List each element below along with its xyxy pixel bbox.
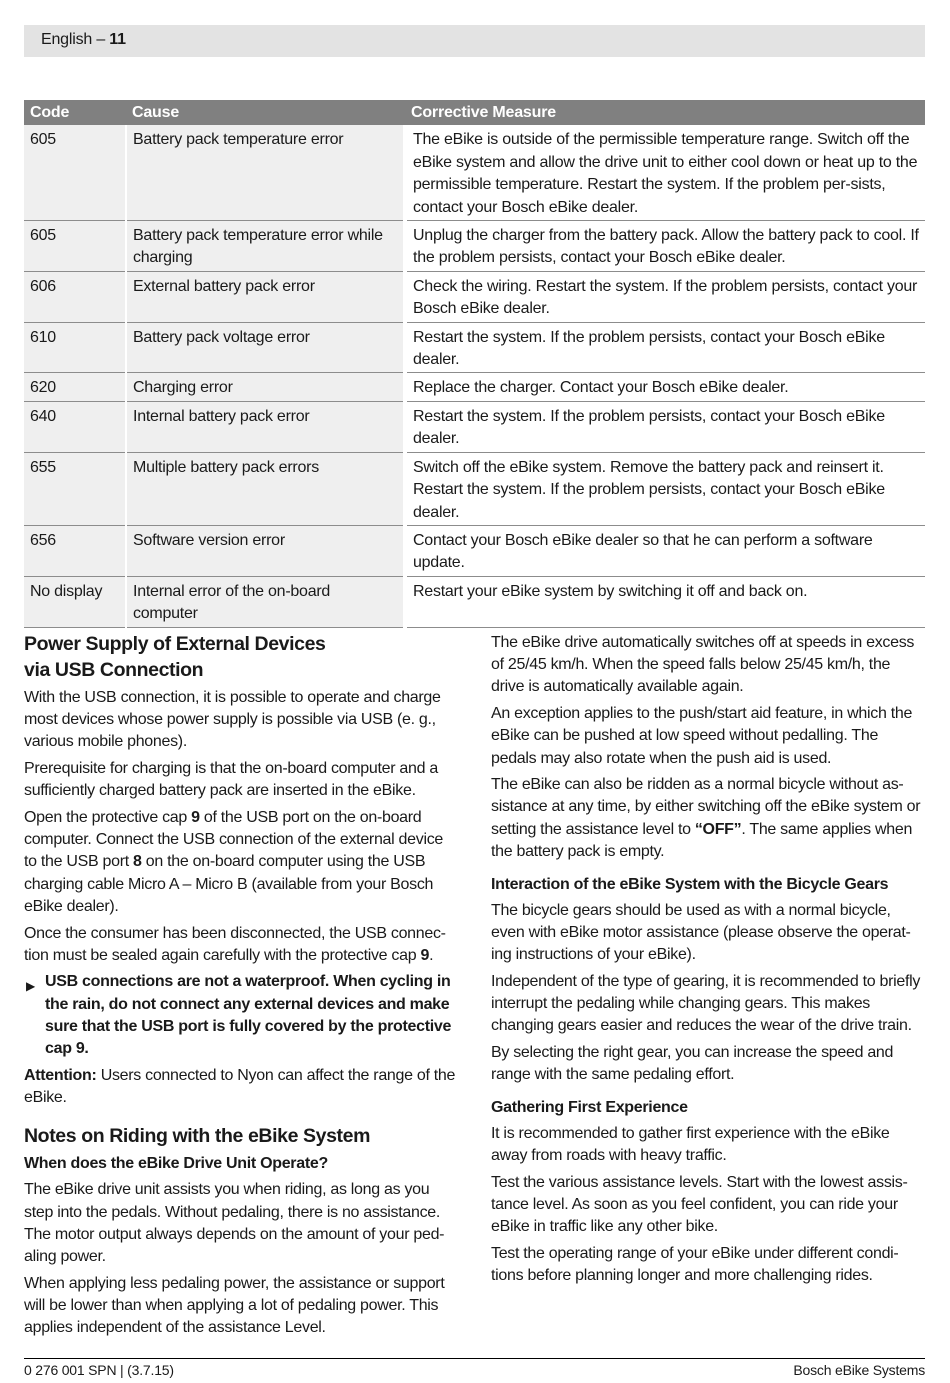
text-run: Once the consumer has been disconnected, the USB connec-tion must be sealed again carefully with the protective cap — [24, 924, 446, 964]
footer-doc-number: 0 276 001 SPN | (3.7.15) — [24, 1362, 174, 1378]
table-header-row — [24, 100, 925, 125]
section-heading-riding: Notes on Riding with the eBike System — [24, 1124, 371, 1147]
cell-code: 606 — [24, 271, 126, 322]
header-page-number: 11 — [109, 31, 126, 48]
cell-code: 605 — [24, 125, 126, 220]
cell-code: 656 — [24, 525, 126, 576]
text-run: of the USB port on the on-board computer. Connect the USB connection of the external device to the USB port — [24, 809, 444, 871]
cell-measure: Unplug the charger from the battery pack. Allow the battery pack to cool. If the problem persists, contact your Bosch eBike dealer. — [405, 221, 925, 272]
attention-note — [24, 1065, 456, 1109]
header-dash: – — [92, 31, 110, 48]
col-header-code: Code — [24, 100, 126, 125]
cell-code: No display — [24, 576, 126, 627]
cell-measure: The eBike is outside of the permissible temperature range. Switch off the eBike system and allow the drive unit to either cool down or heat up to the permissible temperature. Restart the system. If the problem per-sists, contact your Bosch eBike dealer. — [405, 125, 925, 220]
cell-cause: Battery pack voltage error — [126, 322, 405, 373]
attention-text: Users connected to Nyon can affect the range of the eBike. — [24, 1066, 456, 1106]
cell-cause: Charging error — [126, 373, 405, 401]
page-header-text — [41, 31, 126, 49]
text-run: on the on-board computer using the USB charging cable Micro A – Micro B (available from your Bosch eBike dealer). — [24, 853, 434, 915]
cell-measure: Contact your Bosch eBike dealer so that he can perform a software update. — [405, 525, 925, 576]
footer-brand: Bosch eBike Systems — [793, 1362, 925, 1378]
cell-measure: Check the wiring. Restart the system. If the problem persists, contact your Bosch eBike dealer. — [405, 271, 925, 322]
paragraph: Test the operating range of your eBike under different condi-tions before planning longer and more challenging rides. — [491, 1245, 899, 1285]
text-run: . The same applies when the battery pack is empty. — [491, 820, 913, 860]
cell-code: 610 — [24, 322, 126, 373]
safety-warning — [24, 971, 456, 1060]
cell-cause: Multiple battery pack errors — [126, 452, 405, 525]
section-heading-usb — [24, 632, 456, 683]
paragraph: Test the various assistance levels. Start with the lowest assis-tance level. As soon as you feel confident, you can ride your eBike in traffic like any other bike. — [491, 1173, 908, 1236]
cell-cause: Software version error — [126, 525, 405, 576]
cell-code: 640 — [24, 401, 126, 452]
text-run: The eBike can also be ridden as a normal bicycle without as-sistance at any time, by either switching off the eBike system or setting the assistance level to — [491, 776, 921, 838]
table-row — [24, 125, 925, 220]
paragraph: When applying less pedaling power, the assistance or support will be lower than when applying a lot of pedaling power. This applies independent of the assistance Level. — [24, 1274, 445, 1337]
error-code-table — [24, 100, 925, 628]
cell-cause: Internal error of the on-board computer — [126, 576, 405, 627]
paragraph — [491, 774, 925, 863]
cell-code: 620 — [24, 373, 126, 401]
table-row — [24, 576, 925, 627]
col-header-measure: Corrective Measure — [405, 100, 925, 125]
right-column — [491, 632, 925, 1292]
ref-number: 9 — [191, 809, 200, 827]
text-run: . — [429, 946, 434, 964]
page-header — [24, 25, 925, 57]
table-row — [24, 452, 925, 525]
text-run: Open the protective cap — [24, 809, 192, 827]
cell-measure: Replace the charger. Contact your Bosch eBike dealer. — [405, 373, 925, 401]
header-language: English — [41, 31, 93, 48]
table-row — [24, 525, 925, 576]
attention-label: Attention: — [24, 1066, 97, 1084]
cell-measure: Restart the system. If the problem persists, contact your Bosch eBike dealer. — [405, 322, 925, 373]
col-header-cause: Cause — [126, 100, 405, 125]
paragraph — [24, 923, 456, 967]
ref-number: 9 — [420, 946, 430, 964]
off-setting: “OFF” — [694, 820, 742, 838]
cell-measure: Restart your eBike system by switching it off and back on. — [405, 576, 925, 627]
paragraph — [24, 807, 456, 918]
cell-cause: External battery pack error — [126, 271, 405, 322]
table-row — [24, 322, 925, 373]
subheading-gears: Interaction of the eBike System with the Bicycle Gears — [491, 875, 889, 893]
table-row — [24, 373, 925, 401]
table-row — [24, 271, 925, 322]
heading-usb-line2: via USB Connection — [24, 658, 204, 681]
warning-arrow-icon: ▶ — [26, 979, 35, 994]
cell-cause: Battery pack temperature error while charging — [126, 221, 405, 272]
cell-cause: Internal battery pack error — [126, 401, 405, 452]
paragraph: Independent of the type of gearing, it is recommended to briefly interrupt the pedaling while changing gears. This makes changing gears easier and reduces the wear of the drive train. — [491, 972, 921, 1035]
cell-cause: Battery pack temperature error — [126, 125, 405, 220]
paragraph: The eBike drive unit assists you when riding, as long as you step into the pedals. Without pedaling, there is no assistance. The motor output always depends on the amount of your ped-aling power. — [24, 1181, 445, 1265]
cell-code: 655 — [24, 452, 126, 525]
subheading-first-experience: Gathering First Experience — [491, 1098, 688, 1116]
paragraph: The bicycle gears should be used as with a normal bicycle, even with eBike motor assistance (please observe the operat-ing instructions of your eBike). — [491, 901, 911, 964]
paragraph: An exception applies to the push/start aid feature, in which the eBike can be pushed at low speed without pedalling. The pedals may also rotate when the push aid is used. — [491, 705, 913, 767]
table-row — [24, 401, 925, 452]
paragraph: Prerequisite for charging is that the on-board computer and a sufficiently charged battery pack are inserted in the eBike. — [24, 760, 438, 800]
heading-usb-line1: Power Supply of External Devices — [24, 633, 326, 655]
cell-measure: Restart the system. If the problem persists, contact your Bosch eBike dealer. — [405, 401, 925, 452]
paragraph: It is recommended to gather first experience with the eBike away from roads with heavy traffic. — [491, 1125, 890, 1165]
cell-measure: Switch off the eBike system. Remove the battery pack and reinsert it. Restart the system. If the problem persists, contact your Bosch eBike dealer. — [405, 452, 925, 525]
paragraph: The eBike drive automatically switches off at speeds in excess of 25/45 km/h. When the speed falls below 25/45 km/h, the drive is automatically available again. — [491, 634, 915, 696]
left-column — [24, 632, 456, 1344]
subheading-when: When does the eBike Drive Unit Operate? — [24, 1155, 328, 1173]
footer-divider — [24, 1358, 925, 1359]
ref-number: 8 — [133, 853, 142, 871]
table-row — [24, 221, 925, 272]
warning-text: USB connections are not a waterproof. When cycling in the rain, do not connect any external devices and make sure that the USB port is fully covered by the protective cap 9. — [45, 973, 452, 1058]
paragraph: By selecting the right gear, you can increase the speed and range with the same pedaling effort. — [491, 1043, 894, 1084]
cell-code: 605 — [24, 221, 126, 272]
paragraph: With the USB connection, it is possible to operate and charge most devices whose power supply is possible via USB (e. g., various mobile phones). — [24, 689, 441, 751]
